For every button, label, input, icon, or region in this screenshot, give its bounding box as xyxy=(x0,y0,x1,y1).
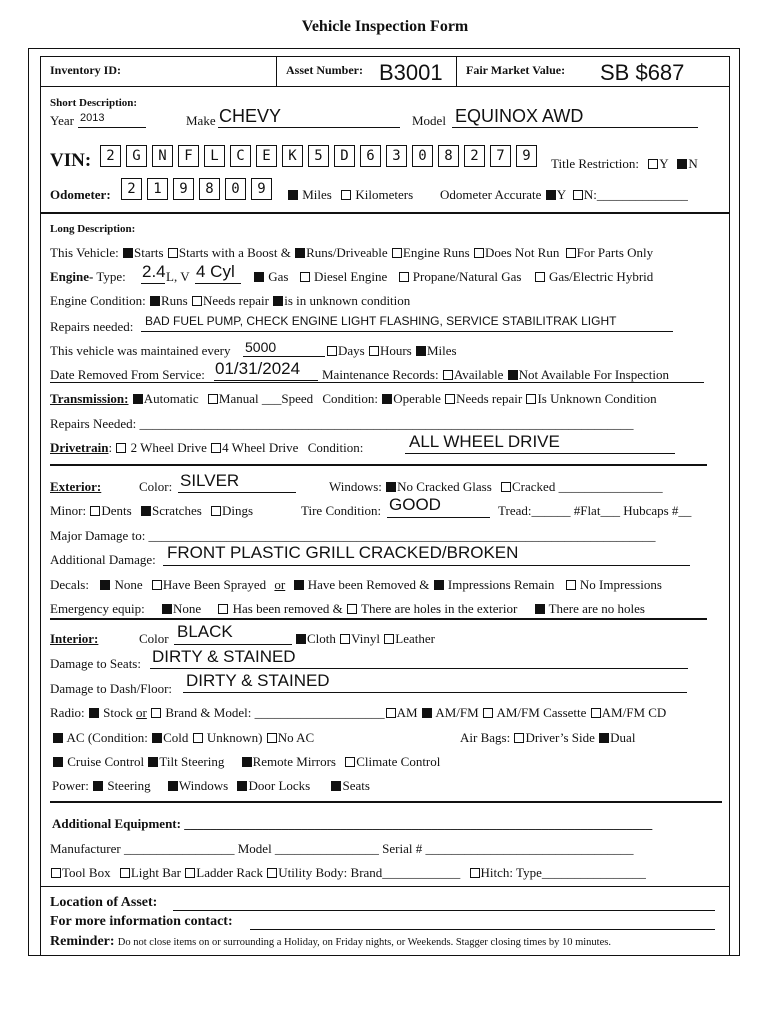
engine-cylinders-value[interactable]: 4 Cyl xyxy=(196,262,235,281)
light-bar-checkbox[interactable] xyxy=(120,868,130,878)
odometer-char-box[interactable]: 2 xyxy=(121,178,142,200)
power-seats-checkbox[interactable] xyxy=(331,781,341,791)
year-value[interactable]: 2013 xyxy=(80,112,105,124)
kilometers-checkbox[interactable] xyxy=(341,190,351,200)
power-windows-checkbox[interactable] xyxy=(168,781,178,791)
additional-damage-label: Additional Damage: xyxy=(50,552,156,567)
power-row: Power: Steering Windows Door Locks Seats xyxy=(52,778,370,793)
location-label: Location of Asset: xyxy=(50,895,158,910)
dash-damage-value[interactable]: DIRTY & STAINED xyxy=(186,671,330,690)
days-checkbox[interactable] xyxy=(327,346,337,356)
radio-amfm-cassette-checkbox[interactable] xyxy=(483,708,493,718)
dings-checkbox[interactable] xyxy=(211,506,221,516)
drivetrain-condition-value[interactable]: ALL WHEEL DRIVE xyxy=(409,432,560,451)
vin-char-box[interactable]: 2 xyxy=(100,145,121,167)
decals-removed-checkbox[interactable] xyxy=(294,580,304,590)
odometer-accurate-y-checkbox[interactable] xyxy=(546,190,556,200)
interior-color-value[interactable]: BLACK xyxy=(177,622,233,641)
odometer-accurate-n-checkbox[interactable] xyxy=(573,190,583,200)
odometer-char-box[interactable]: 9 xyxy=(251,178,272,200)
date-removed-label: Date Removed From Service: xyxy=(50,367,205,382)
additional-equipment-label: Additional Equipment: ________________________________________________________________________ xyxy=(52,816,653,831)
vin-char-box[interactable]: K xyxy=(282,145,303,167)
decals-sprayed-checkbox[interactable] xyxy=(152,580,162,590)
tilt-steering-checkbox[interactable] xyxy=(148,757,158,767)
automatic-checkbox[interactable] xyxy=(133,394,143,404)
maintained-units: Days Hours Miles xyxy=(326,343,457,359)
make-value[interactable]: CHEVY xyxy=(219,106,282,126)
contact-label: For more information contact: xyxy=(50,914,233,929)
radio-amfm-cd-checkbox[interactable] xyxy=(591,708,601,718)
fair-market-value-value[interactable]: SB $687 xyxy=(600,60,685,85)
radio-stock-checkbox[interactable] xyxy=(89,708,99,718)
seats-damage-label: Damage to Seats: xyxy=(50,656,141,671)
make-label: Make xyxy=(186,113,216,128)
tread-flat-hubcaps[interactable]: Tread:______ #Flat___ Hubcaps #__ xyxy=(498,503,692,518)
title-restriction-n-checkbox[interactable] xyxy=(677,159,687,169)
hitch-checkbox[interactable] xyxy=(470,868,480,878)
vin-char-box[interactable]: 9 xyxy=(516,145,537,167)
additional-damage-value[interactable]: FRONT PLASTIC GRILL CRACKED/BROKEN xyxy=(167,543,519,562)
ac-row: AC (Condition: Cold Unknown) No AC xyxy=(52,730,314,746)
cracked-checkbox[interactable] xyxy=(501,482,511,492)
cruise-control-checkbox[interactable] xyxy=(53,757,63,767)
no-impressions-checkbox[interactable] xyxy=(566,580,576,590)
hybrid-checkbox[interactable] xyxy=(535,272,545,282)
tire-condition-value[interactable]: GOOD xyxy=(389,495,441,514)
date-removed-value[interactable]: 01/31/2024 xyxy=(215,359,301,378)
climate-control-checkbox[interactable] xyxy=(345,757,355,767)
power-door-locks-checkbox[interactable] xyxy=(237,781,247,791)
vin-char-box[interactable]: L xyxy=(204,145,225,167)
vin-label: VIN: xyxy=(50,150,92,171)
tire-condition-label: Tire Condition: xyxy=(301,503,382,518)
fair-market-value-label: Fair Market Value: xyxy=(466,63,566,77)
maintained-value[interactable]: 5000 xyxy=(245,339,277,355)
ac-unknown-checkbox[interactable] xyxy=(193,733,203,743)
leather-checkbox[interactable] xyxy=(384,634,394,644)
utility-body-checkbox[interactable] xyxy=(267,868,277,878)
repairs-needed-label: Repairs needed: xyxy=(50,319,134,334)
long-description-label: Long Description: xyxy=(50,223,136,235)
trans-unknown-checkbox[interactable] xyxy=(526,394,536,404)
vin-char-box[interactable]: 7 xyxy=(490,145,511,167)
options-row: Cruise Control Tilt Steering Remote Mirrors Climate Control xyxy=(52,754,440,770)
drivetrain-row: Drivetrain: 2 Wheel Drive 4 Wheel Drive Condition: xyxy=(50,440,364,455)
major-damage[interactable]: Major Damage to: ______________________________________________________________________________ xyxy=(50,528,656,543)
repairs-needed-value[interactable]: BAD FUEL PUMP, CHECK ENGINE LIGHT FLASHING, SERVICE STABILITRAK LIGHT xyxy=(145,314,617,328)
vin-char-box[interactable]: C xyxy=(230,145,251,167)
year-label: Year xyxy=(50,113,74,128)
does-not-run-checkbox[interactable] xyxy=(474,248,484,258)
short-description-label: Short Description: xyxy=(50,97,138,109)
radio-row: Radio: Stock or Brand & Model: ____________________ AM AM/FM AM/FM Cassette AM/FM CD xyxy=(50,705,667,720)
odometer-char-box[interactable]: 9 xyxy=(173,178,194,200)
engine-condition-row: Engine Condition: Runs Needs repair is in unknown condition xyxy=(50,293,411,308)
trans-needs-repair-checkbox[interactable] xyxy=(445,394,455,404)
engine-unknown-checkbox[interactable] xyxy=(273,296,283,306)
location-field[interactable] xyxy=(173,910,715,911)
windows-row: Windows: No Cracked Glass Cracked ________________ xyxy=(329,479,663,494)
exterior-color-value[interactable]: SILVER xyxy=(180,471,240,490)
cloth-checkbox[interactable] xyxy=(296,634,306,644)
radio-amfm-checkbox[interactable] xyxy=(422,708,432,718)
dents-checkbox[interactable] xyxy=(90,506,100,516)
odometer-boxes[interactable] xyxy=(121,178,277,200)
engine-runs-checkbox[interactable] xyxy=(392,248,402,258)
starts-boost-checkbox[interactable] xyxy=(168,248,178,258)
transmission-row: Transmission: Automatic Manual ___Speed Condition: Operable Needs repair Is Unknown Condition xyxy=(50,391,657,406)
exterior-color-label: Color: xyxy=(139,479,173,494)
vin-char-box[interactable]: 6 xyxy=(360,145,381,167)
miles-checkbox[interactable] xyxy=(288,190,298,200)
vin-char-box[interactable]: 3 xyxy=(386,145,407,167)
vin-char-box[interactable]: 2 xyxy=(464,145,485,167)
exterior-label: Exterior: xyxy=(50,479,102,494)
odometer-accurate: Odometer Accurate Y N:______________ xyxy=(440,187,688,202)
vin-char-box[interactable]: 5 xyxy=(308,145,329,167)
holes-checkbox[interactable] xyxy=(347,604,357,614)
ladder-rack-checkbox[interactable] xyxy=(185,868,195,878)
vin-boxes[interactable] xyxy=(100,145,542,167)
interior-color-label: Color xyxy=(139,631,169,646)
records-available-checkbox[interactable] xyxy=(443,370,453,380)
decals-row: Decals: None Have Been Sprayed or Have been Removed & Impressions Remain No Impressions xyxy=(50,577,662,592)
dash-damage-label: Damage to Dash/Floor: xyxy=(50,681,173,696)
engine-row: Engine- Type: xyxy=(50,269,126,284)
emergency-equip-row: Emergency equip: None Has been removed & There are holes in the exterior There are no holes xyxy=(50,601,645,616)
remote-mirrors-checkbox[interactable] xyxy=(242,757,252,767)
radio-am-checkbox[interactable] xyxy=(386,708,396,718)
upholstery-row: Cloth Vinyl Leather xyxy=(295,631,435,647)
tool-box-checkbox[interactable] xyxy=(51,868,61,878)
odometer-label: Odometer: xyxy=(50,187,111,202)
scratches-checkbox[interactable] xyxy=(141,506,151,516)
maintained-label: This vehicle was maintained every xyxy=(50,343,231,358)
operable-checkbox[interactable] xyxy=(382,394,392,404)
model-label: Model xyxy=(412,113,446,128)
diesel-checkbox[interactable] xyxy=(300,272,310,282)
no-holes-checkbox[interactable] xyxy=(535,604,545,614)
maintenance-records-row: Maintenance Records: Available Not Available For Inspection xyxy=(322,367,669,382)
starts-checkbox[interactable] xyxy=(123,248,133,258)
minor-row: Minor: Dents Scratches Dings xyxy=(50,503,254,518)
asset-number-value[interactable]: B3001 xyxy=(379,60,443,85)
runs-driveable-checkbox[interactable] xyxy=(295,248,305,258)
vin-char-box[interactable]: 8 xyxy=(438,145,459,167)
vin-char-box[interactable]: E xyxy=(256,145,277,167)
form-title: Vehicle Inspection Form xyxy=(301,18,469,35)
engine-liters-value[interactable]: 2.4 xyxy=(142,262,166,281)
trans-repairs-needed[interactable]: Repairs Needed: ____________________________________________________________________________ xyxy=(50,416,634,431)
odometer-units: Miles Kilometers xyxy=(287,187,413,203)
propane-checkbox[interactable] xyxy=(399,272,409,282)
vin-char-box[interactable]: G xyxy=(126,145,147,167)
gas-checkbox[interactable] xyxy=(254,272,264,282)
four-wheel-drive-checkbox[interactable] xyxy=(211,443,221,453)
parts-only-checkbox[interactable] xyxy=(566,248,576,258)
records-not-available-checkbox[interactable] xyxy=(508,370,518,380)
vin-char-box[interactable]: N xyxy=(152,145,173,167)
interior-label: Interior: xyxy=(50,631,99,646)
vehicle-status-row: This Vehicle: Starts Starts with a Boost & Runs/Driveable Engine Runs Does Not Run For Parts Only xyxy=(50,245,654,260)
emergency-none-checkbox[interactable] xyxy=(162,604,172,614)
engine-runs-condition-checkbox[interactable] xyxy=(150,296,160,306)
reminder-row: Reminder: Do not close items on or surrounding a Holiday, on Friday nights, or Weekends. Stagger closing times by 10 minutes. xyxy=(50,934,611,949)
odometer-char-box[interactable]: 1 xyxy=(147,178,168,200)
no-cracked-glass-checkbox[interactable] xyxy=(386,482,396,492)
vin-char-box[interactable]: D xyxy=(334,145,355,167)
manufacturer-row[interactable]: Manufacturer _________________ Model ________________ Serial # ________________________________ xyxy=(50,841,634,856)
title-restriction-y-checkbox[interactable] xyxy=(648,159,658,169)
seats-damage-value[interactable]: DIRTY & STAINED xyxy=(152,647,296,666)
emergency-removed-checkbox[interactable] xyxy=(218,604,228,614)
odometer-char-box[interactable]: 0 xyxy=(225,178,246,200)
contact-field[interactable] xyxy=(250,929,715,930)
manual-checkbox[interactable] xyxy=(208,394,218,404)
no-ac-checkbox[interactable] xyxy=(267,733,277,743)
two-wheel-drive-checkbox[interactable] xyxy=(116,443,126,453)
fuel-type-row: Gas Diesel Engine Propane/Natural Gas Gas/Electric Hybrid xyxy=(253,269,653,285)
inventory-id-label: Inventory ID: xyxy=(50,63,121,77)
odometer-char-box[interactable]: 8 xyxy=(199,178,220,200)
power-steering-checkbox[interactable] xyxy=(93,781,103,791)
asset-number-label: Asset Number: xyxy=(286,63,363,77)
airbag-dual-checkbox[interactable] xyxy=(599,733,609,743)
vinyl-checkbox[interactable] xyxy=(340,634,350,644)
radio-brand-checkbox[interactable] xyxy=(151,708,161,718)
ac-checkbox[interactable] xyxy=(53,733,63,743)
ac-cold-checkbox[interactable] xyxy=(152,733,162,743)
airbag-driver-checkbox[interactable] xyxy=(514,733,524,743)
model-value[interactable]: EQUINOX AWD xyxy=(455,106,584,126)
engine-needs-repair-checkbox[interactable] xyxy=(192,296,202,306)
vin-char-box[interactable]: 0 xyxy=(412,145,433,167)
hours-checkbox[interactable] xyxy=(369,346,379,356)
impressions-remain-checkbox[interactable] xyxy=(434,580,444,590)
decals-none-checkbox[interactable] xyxy=(100,580,110,590)
title-restriction: Title Restriction: Y N xyxy=(551,156,698,171)
equipment-row: Tool Box Light Bar Ladder Rack Utility Body: Brand____________ Hitch: Type________________ xyxy=(50,865,646,881)
maintained-miles-checkbox[interactable] xyxy=(416,346,426,356)
airbags-row: Air Bags: Driver’s Side Dual xyxy=(460,730,636,745)
vin-char-box[interactable]: F xyxy=(178,145,199,167)
